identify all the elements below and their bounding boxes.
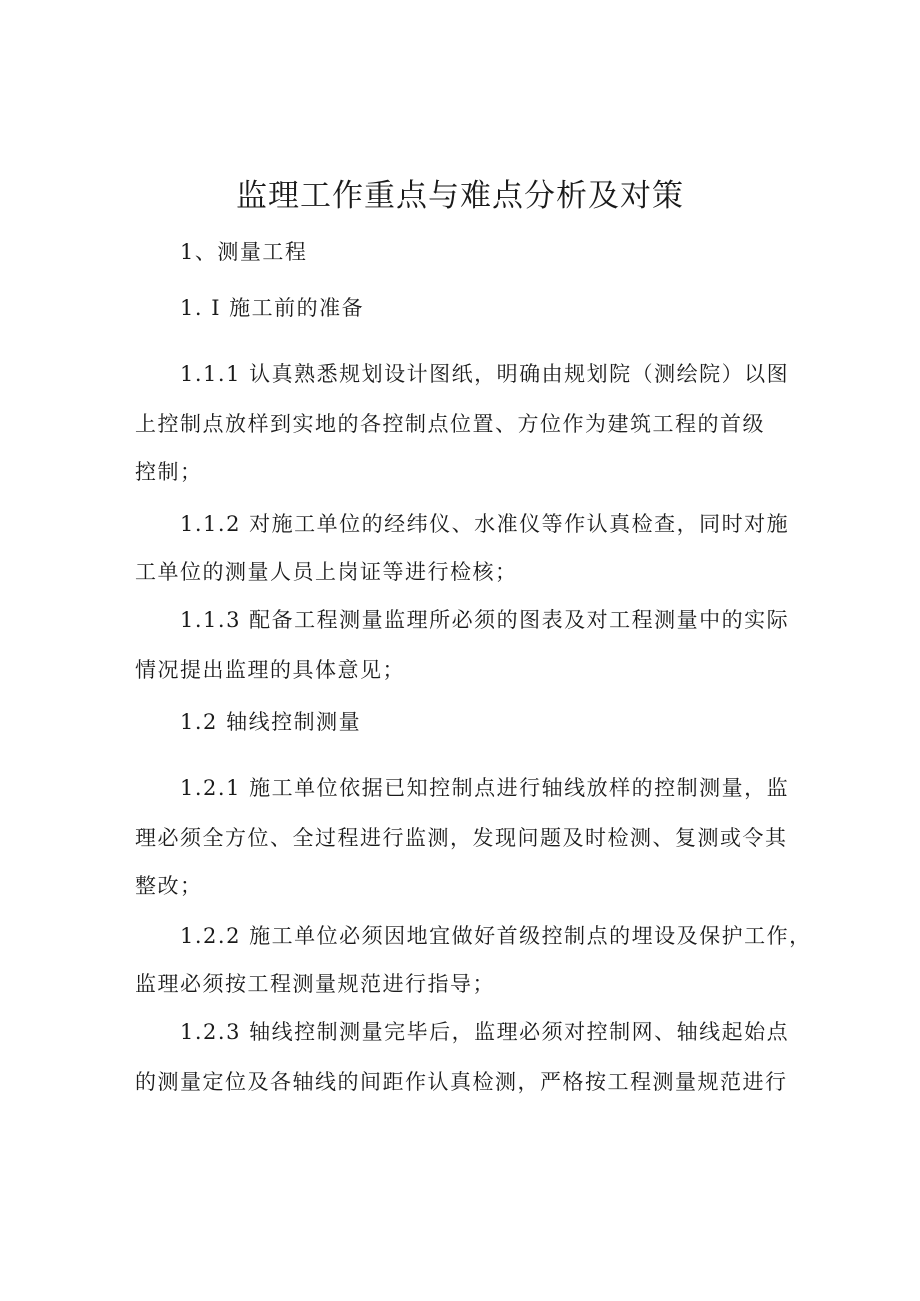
paragraph-line: 的测量定位及各轴线的间距作认真检测，严格按工程测量规范进行 xyxy=(135,1070,788,1094)
paragraph-line: 1.2.3 轴线控制测量完毕后，监理必须对控制网、轴线起始点 xyxy=(180,1020,790,1044)
paragraph-line: 情况提出监理的具体意见； xyxy=(135,658,405,682)
subsection-heading: 1.2 轴线控制测量 xyxy=(180,710,362,734)
paragraph-line: 上控制点放样到实地的各控制点位置、方位作为建筑工程的首级 xyxy=(135,412,765,436)
paragraph-line: 工单位的测量人员上岗证等进行检核； xyxy=(135,560,518,584)
section-heading: 1、测量工程 xyxy=(180,240,308,264)
document-title: 监理工作重点与难点分析及对策 xyxy=(236,178,684,214)
subsection-heading: 1. I 施工前的准备 xyxy=(180,296,365,320)
paragraph-line: 监理必须按工程测量规范进行指导； xyxy=(135,972,495,996)
paragraph-line: 1.1.2 对施工单位的经纬仪、水准仪等作认真检查，同时对施 xyxy=(180,512,790,536)
paragraph-line: 1.1.1 认真熟悉规划设计图纸，明确由规划院（测绘院）以图 xyxy=(180,362,790,386)
paragraph-line: 整改； xyxy=(135,874,203,898)
paragraph-line: 1.1.3 配备工程测量监理所必须的图表及对工程测量中的实际 xyxy=(180,608,790,632)
paragraph-line: 1.2.1 施工单位依据已知控制点进行轴线放样的控制测量，监 xyxy=(180,776,790,800)
paragraph-line: 控制； xyxy=(135,460,203,484)
paragraph-line: 理必须全方位、全过程进行监测，发现问题及时检测、复测或令其 xyxy=(135,826,788,850)
paragraph-line: 1.2.2 施工单位必须因地宜做好首级控制点的埋设及保护工作， xyxy=(180,924,812,948)
